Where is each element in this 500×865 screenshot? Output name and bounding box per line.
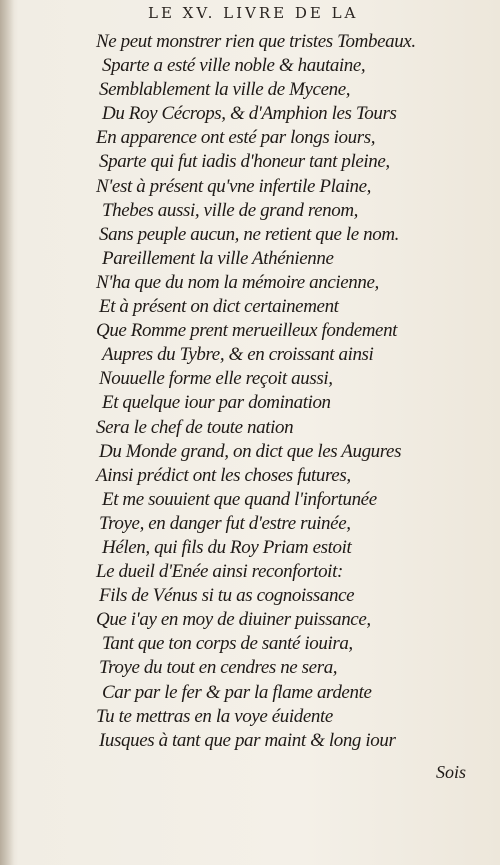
verse-line: En apparence ont esté par longs iours, <box>96 127 376 149</box>
verse-line: Troye, en danger fut d'estre ruinée, <box>99 512 351 534</box>
catchword: Sois <box>436 762 467 782</box>
verse-line: Que Romme prent merueilleux fondement <box>96 320 398 342</box>
verse-line: Fils de Vénus si tu as cognoissance <box>99 585 355 607</box>
verse-block <box>96 30 466 753</box>
verse-line: Nouuelle forme elle reçoit aussi, <box>99 368 333 390</box>
verse-line: Que i'ay en moy de diuiner puissance, <box>96 609 371 631</box>
running-head: LE XV. LIVRE DE LA <box>148 4 359 22</box>
verse-line: Ne peut monstrer rien que tristes Tombeaux. <box>96 31 416 52</box>
verse-line: Pareillement la ville Athénienne <box>102 247 334 269</box>
verse-line: Sans peuple aucun, ne retient que le nom. <box>99 223 400 245</box>
verse-line: Du Monde grand, on dict que les Augures <box>99 440 402 462</box>
verse-line: Troye du tout en cendres ne sera, <box>99 657 338 679</box>
verse-line: Tu te mettras en la voye éuidente <box>96 705 333 727</box>
verse-line: Et me souuient que quand l'infortunée <box>102 488 377 510</box>
verse-line: Le dueil d'Enée ainsi reconfortoit: <box>96 561 343 583</box>
verse-line: Sparte qui fut iadis d'honeur tant pleine, <box>99 151 390 173</box>
verse-line: Sera le chef de toute nation <box>96 416 294 438</box>
verse-line: N'ha que du nom la mémoire ancienne, <box>96 271 379 293</box>
verse-line: Du Roy Cécrops, & d'Amphion les Tours <box>102 103 397 125</box>
verse-line: Tant que ton corps de santé iouira, <box>102 633 353 655</box>
verse-line: Aupres du Tybre, & en croissant ainsi <box>102 344 374 366</box>
verse-line: Iusques à tant que par maint & long iour <box>99 729 396 751</box>
verse-line: Et à présent on dict certainement <box>99 296 339 318</box>
verse-line: Hélen, qui fils du Roy Priam estoit <box>102 536 352 558</box>
verse-line: N'est à présent qu'vne infertile Plaine, <box>96 175 371 197</box>
verse-line: Car par le fer & par la flame ardente <box>102 681 372 703</box>
gutter-shadow <box>0 0 14 865</box>
verse-line: Thebes aussi, ville de grand renom, <box>102 199 359 221</box>
verse-line: Sparte a esté ville noble & hautaine, <box>102 55 366 77</box>
verse-line: Et quelque iour par domination <box>102 392 331 414</box>
verse-line: Ainsi prédict ont les choses futures, <box>96 464 351 486</box>
verse-line: Semblablement la ville de Mycene, <box>99 79 351 101</box>
